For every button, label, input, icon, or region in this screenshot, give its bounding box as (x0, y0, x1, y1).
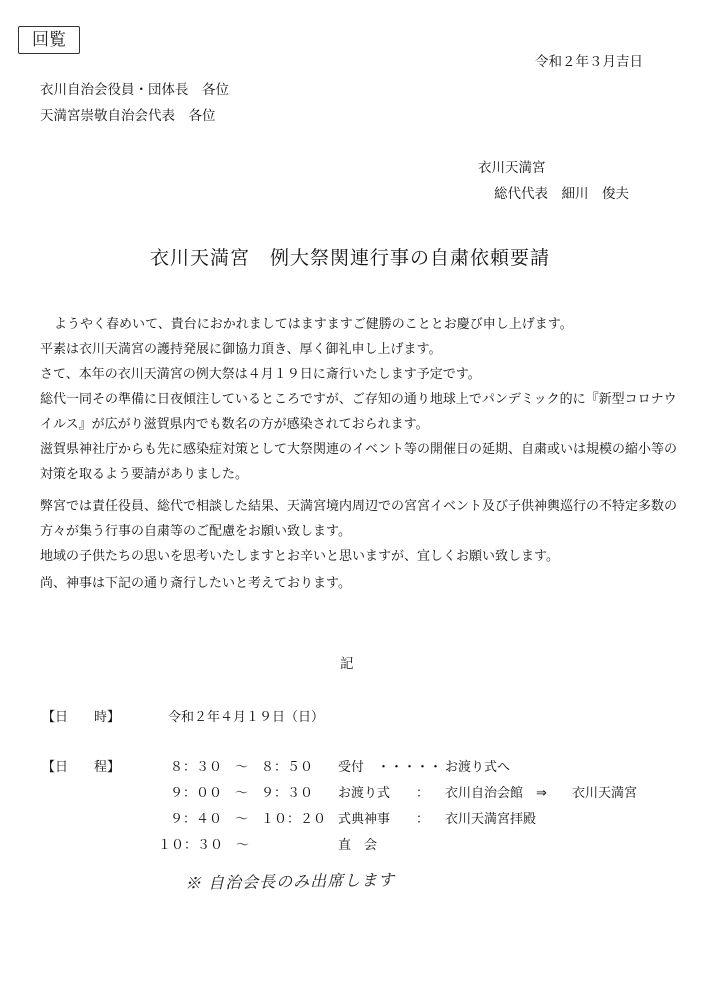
body-line: 滋賀県神社庁からも先に感染症対策として大祭関連のイベント等の開催日の延期、自粛或いは規模の縮小等の (40, 442, 678, 457)
body-line: さて、本年の衣川天満宮の例大祭は４月１９日に斎行いたします予定です。 (40, 367, 481, 382)
schedule-time: ８：３０ ～ ８：５０ (170, 760, 314, 775)
sender-organization: 衣川天満宮 (478, 160, 546, 176)
schedule-time: ９：４０ ～ １０：２０ (170, 812, 327, 827)
body-line: 弊宮では責任役員、総代で相談した結果、天満宮境内周辺での宮宮イベント及び子供神輿巡行の不特定多数の (40, 499, 678, 514)
document-title: 衣川天満宮 例大祭関連行事の自粛依頼要請 (149, 247, 550, 269)
schedule-place: お渡り式へ (445, 760, 511, 775)
handwritten-note: ※ 自治会長のみ出席します (184, 870, 396, 893)
body-line: 地域の子供たちの思いを思考いたしますとお辛いと思いますが、宜しくお願い致します。 (40, 549, 559, 564)
body-line: 尚、神事は下記の通り斎行したいと考えております。 (40, 576, 351, 591)
date-label: 【日 時】 (42, 710, 121, 725)
document-date: 令和２年３月吉日 (535, 54, 643, 70)
schedule-time: ９：００ ～ ９：３０ (170, 786, 314, 801)
schedule-event: 直 会 (338, 838, 378, 853)
schedule-event: 受付 ・・・・・ (338, 760, 443, 775)
circulation-stamp: 回覧 (18, 26, 80, 54)
date-value: 令和２年４月１９日（日） (168, 710, 325, 725)
schedule-event: お渡り式 ： (338, 786, 430, 801)
schedule-label: 【日 程】 (42, 760, 121, 775)
sender-person: 総代代表 細川 俊夫 (494, 186, 629, 202)
recipient-line: 衣川自治会役員・団体長 各位 (40, 82, 229, 98)
body-line: イルス』が広がり滋賀県内でも数名の方が感染されておられます。 (40, 417, 429, 432)
body-line: ようやく春めいて、貴台におかれましてはますますご健勝のこととお慶び申し上げます。 (54, 317, 573, 332)
recipient-line: 天満宮崇敬自治会代表 各位 (40, 108, 216, 124)
schedule-destination: 衣川天満宮 (572, 786, 638, 801)
body-line: 対策を取るよう要請がありました。 (40, 467, 249, 482)
schedule-time: １０：３０ ～ (158, 838, 250, 853)
body-line: 総代一同その準備に日夜傾注しているところですが、ご存知の通り地球上でパンデミック的に『新型コロナウ (40, 392, 677, 407)
body-line: 方々が集う行事の自粛等のご配慮をお願い致します。 (40, 524, 351, 539)
schedule-place: 衣川自治会館 ⇒ (445, 786, 547, 801)
body-line: 平素は衣川天満宮の護持発展に御協力頂き、厚く御礼申し上げます。 (40, 342, 442, 357)
schedule-event: 式典神事 ： (338, 812, 430, 827)
schedule-place: 衣川天満宮拝殿 (445, 812, 537, 827)
ki-heading: 記 (340, 656, 354, 672)
